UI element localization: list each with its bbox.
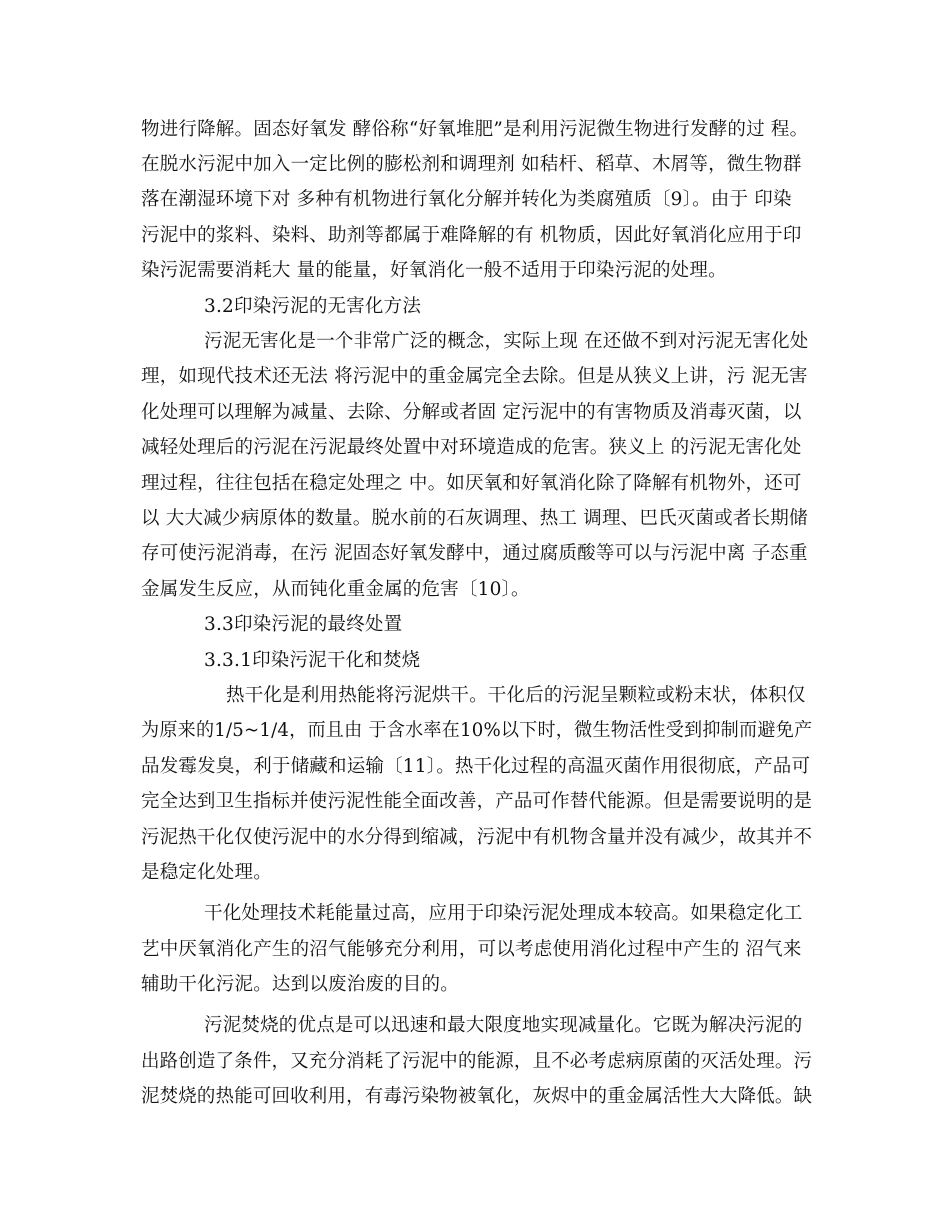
text-line: 为原来的1/5~1/4，而且由 于含水率在10%以下时，微生物活性受到抑制而避免产 <box>141 720 813 741</box>
text-line: 化处理可以理解为减量、去除、分解或者固 定污泥中的有害物质及消毒灭菌，以 <box>141 402 802 423</box>
text-line: 染污泥需要消耗大 量的能量，好氧消化一般不适用于印染污泥的处理。 <box>141 260 727 281</box>
text-line: 理过程，往往包括在稳定处理之 中。如厌氧和好氧消化除了降解有机物外，还可 <box>141 473 802 494</box>
text-line: 是稳定化处理。 <box>141 862 272 883</box>
text-line: 品发霉发臭，利于储藏和运输〔11〕。热干化过程的高温灭菌作用很彻底，产品可 <box>141 756 811 777</box>
text-line: 减轻处理后的污泥在污泥最终处置中对环境造成的危害。狭义上 的污泥无害化处 <box>141 437 802 458</box>
text-line: 辅助干化污泥。达到以废治废的目的。 <box>141 974 459 995</box>
text-line: 金属发生反应，从而钝化重金属的危害〔10〕。 <box>141 579 530 600</box>
text-line: 污泥无害化是一个非常广泛的概念，实际上现 在还做不到对污泥无害化处 <box>204 331 809 352</box>
text-line: 污泥中的浆料、染料、助剂等都属于难降解的有 机物质，因此好氧消化应用于印 <box>141 225 802 246</box>
text-line: 干化处理技术耗能量过高，应用于印染污泥处理成本较高。如果稳定化工 <box>204 903 803 924</box>
text-line: 出路创造了条件，又充分消耗了污泥中的能源，且不必考虑病原菌的灭活处理。污 <box>141 1051 813 1072</box>
text-line: 污泥焚烧的优点是可以迅速和最大限度地实现减量化。它既为解决污泥的 <box>204 1015 803 1036</box>
text-line: 以 大大减少病原体的数量。脱水前的石灰调理、热工 调理、巴氏灭菌或者长期储 <box>141 508 808 529</box>
section-heading-3-3: 3.3印染污泥的最终处置 <box>204 614 403 635</box>
text-line: 艺中厌氧消化产生的沼气能够充分利用，可以考虑使用消化过程中产生的 沼气来 <box>141 939 802 960</box>
text-line: 理，如现代技术还无法 将污泥中的重金属完全去除。但是从狭义上讲，污 泥无害 <box>141 366 808 387</box>
text-line: 泥焚烧的热能可回收利用，有毒污染物被氧化，灰烬中的重金属活性大大降低。缺 <box>141 1086 813 1107</box>
text-line: 在脱水污泥中加入一定比例的膨松剂和调理剂 如秸杆、稻草、木屑等，微生物群 <box>141 154 802 175</box>
section-heading-3-2: 3.2印染污泥的无害化方法 <box>204 296 422 317</box>
text-line: 热干化是利用热能将污泥烘干。干化后的污泥呈颗粒或粉末状，体积仅 <box>226 685 806 706</box>
text-line: 物进行降解。固态好氧发 酵俗称“好氧堆肥”是利用污泥微生物进行发酵的过 程。 <box>141 119 809 140</box>
text-line: 完全达到卫生指标并使污泥性能全面改善，产品可作替代能源。但是需要说明的是 <box>141 791 813 812</box>
text-line: 落在潮湿环境下对 多种有机物进行氧化分解并转化为类腐殖质〔9〕。由于 印染 <box>141 189 792 210</box>
section-heading-3-3-1: 3.3.1印染污泥干化和焚烧 <box>204 650 421 671</box>
text-line: 存可使污泥消毒，在污 泥固态好氧发酵中，通过腐质酸等可以与污泥中离 子态重 <box>141 543 808 564</box>
text-line: 污泥热干化仅使污泥中的水分得到缩减，污泥中有机物含量并没有减少，故其并不 <box>141 827 813 848</box>
